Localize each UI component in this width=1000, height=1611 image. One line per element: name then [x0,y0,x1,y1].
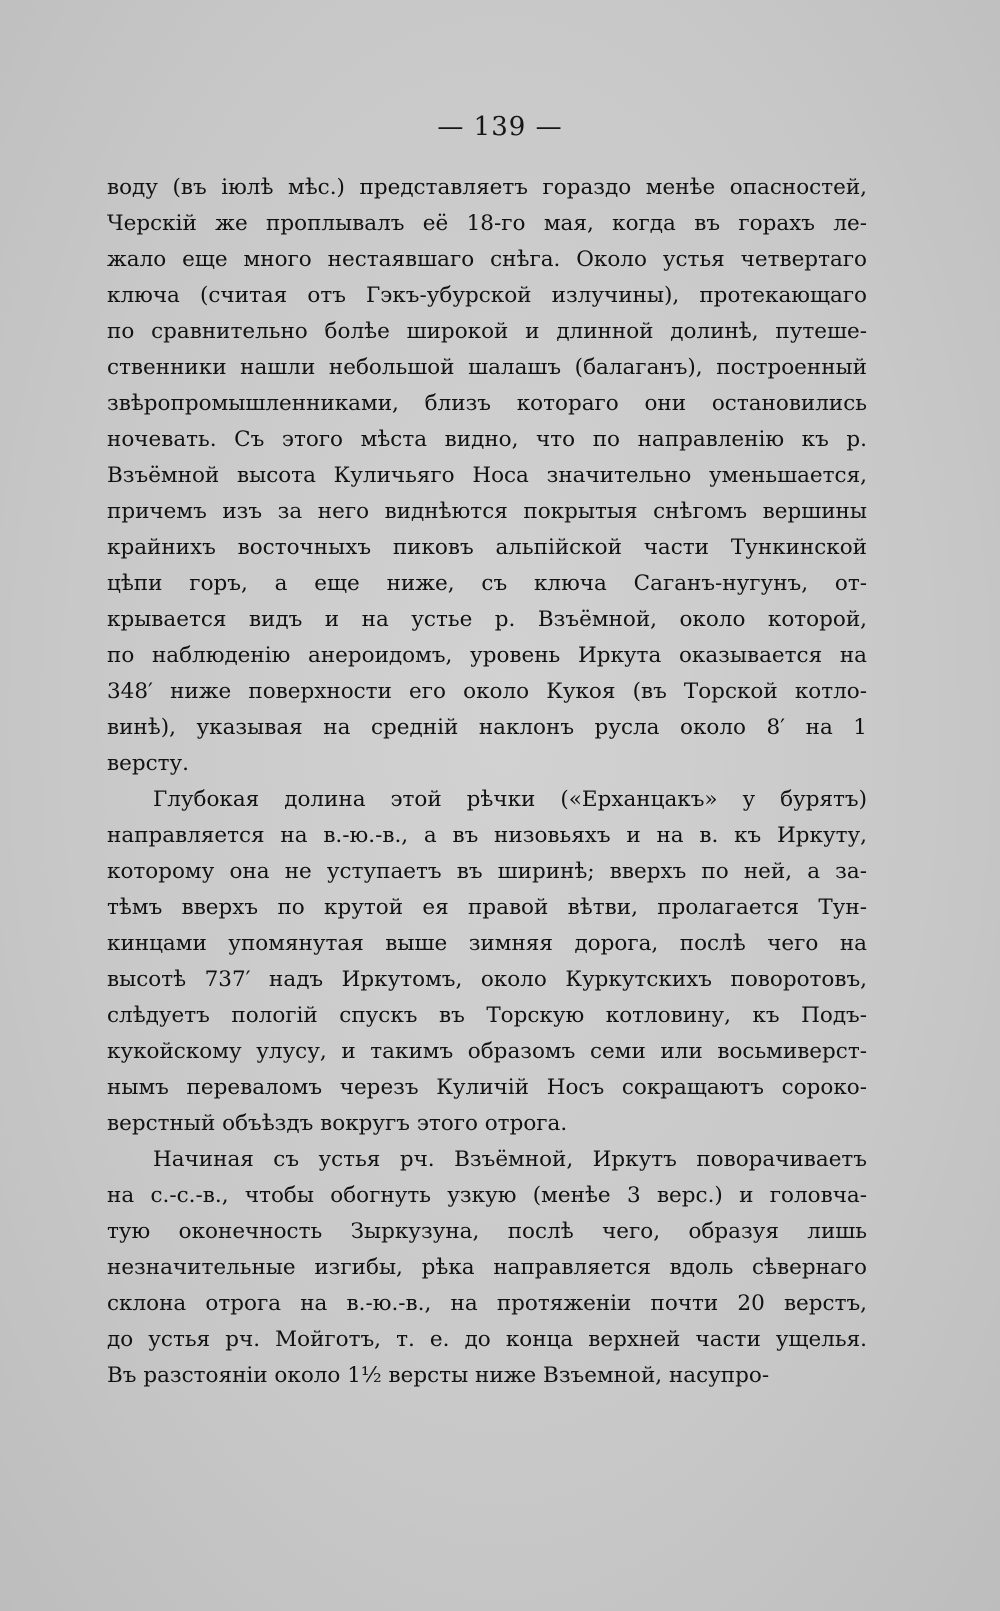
text-line: причемъ изъ за него виднѣются покрытыя снѣгомъ вершины [107,499,867,524]
text-line: Взъёмной высота Куличьяго Носа значительно уменьшается, [107,463,867,488]
text-line: Глубокая долина этой рѣчки («Ерханцакъ» у бурятъ) [153,787,867,812]
text-line: ключа (считая отъ Гэкъ-убурской излучины), протекающаго [107,283,867,308]
text-line: склона отрога на в.-ю.-в., на протяженіи почти 20 верстъ, [107,1291,867,1316]
text-line: ственники нашли небольшой шалашъ (балаганъ), построенный [107,355,867,380]
body-text [107,170,867,1394]
text-line: кинцами упомянутая выше зимняя дорога, послѣ чего на [107,931,867,956]
text-line: верстный объѣздъ вокругъ этого отрога. [107,1111,568,1136]
text-line: звѣропромышленниками, близъ котораго они остановились [107,391,867,416]
text-line: жало еще много нестаявшаго снѣга. Около устья четвертаго [107,247,867,272]
text-line: нымъ переваломъ черезъ Куличій Носъ сокращаютъ сороко- [107,1075,867,1100]
text-line: незначительные изгибы, рѣка направляется вдоль сѣвернаго [107,1255,867,1280]
text-line: версту. [107,751,190,776]
text-line: тѣмъ вверхъ по крутой ея правой вѣтви, пролагается Тун- [107,895,867,920]
text-line: на с.-с.-в., чтобы обогнуть узкую (менѣе 3 верс.) и головча- [107,1183,867,1208]
text-line: направляется на в.-ю.-в., а въ низовьяхъ и на в. къ Иркуту, [107,823,867,848]
text-line: высотѣ 737′ надъ Иркутомъ, около Куркутскихъ поворотовъ, [107,967,867,992]
text-line: тую оконечность Зыркузуна, послѣ чего, образуя лишь [107,1219,867,1244]
text-line: по сравнительно болѣе широкой и длинной долинѣ, путеше- [107,319,867,344]
paragraph [107,782,867,1142]
text-line: по наблюденію анероидомъ, уровень Иркута оказывается на [107,643,867,668]
text-line: 348′ ниже поверхности его около Кукоя (въ Торской котло- [107,679,867,704]
paragraph [107,1142,867,1394]
text-line: воду (въ іюлѣ мѣс.) представляетъ гораздо менѣе опасностей, [107,175,867,200]
text-line: слѣдуетъ пологій спускъ въ Торскую котловину, къ Подъ- [107,1003,867,1028]
text-line: крайнихъ восточныхъ пиковъ альпійской части Тункинской [107,535,867,560]
text-line: которому она не уступаетъ въ ширинѣ; вверхъ по ней, а за- [107,859,867,884]
text-line: винѣ), указывая на средній наклонъ русла около 8′ на 1 [107,715,867,740]
text-line: цѣпи горъ, а еще ниже, съ ключа Саганъ-нугунъ, от- [107,571,867,596]
text-line: Начиная съ устья рч. Взъёмной, Иркутъ поворачиваетъ [153,1147,867,1172]
text-line: ночевать. Съ этого мѣста видно, что по направленію къ р. [107,427,867,452]
page-number: — 139 — [437,112,563,142]
text-line: кукойскому улусу, и такимъ образомъ семи или восьмиверст- [107,1039,867,1064]
text-line: до устья рч. Мойготъ, т. е. до конца верхней части ущелья. [107,1327,867,1352]
paragraph [107,170,867,782]
text-line: крывается видъ и на устье р. Взъёмной, около которой, [107,607,867,632]
text-line: Черскій же проплывалъ её 18-го мая, когда въ горахъ ле- [107,211,867,236]
text-line: Въ разстояніи около 1½ версты ниже Взъемной, насупро- [107,1363,770,1388]
